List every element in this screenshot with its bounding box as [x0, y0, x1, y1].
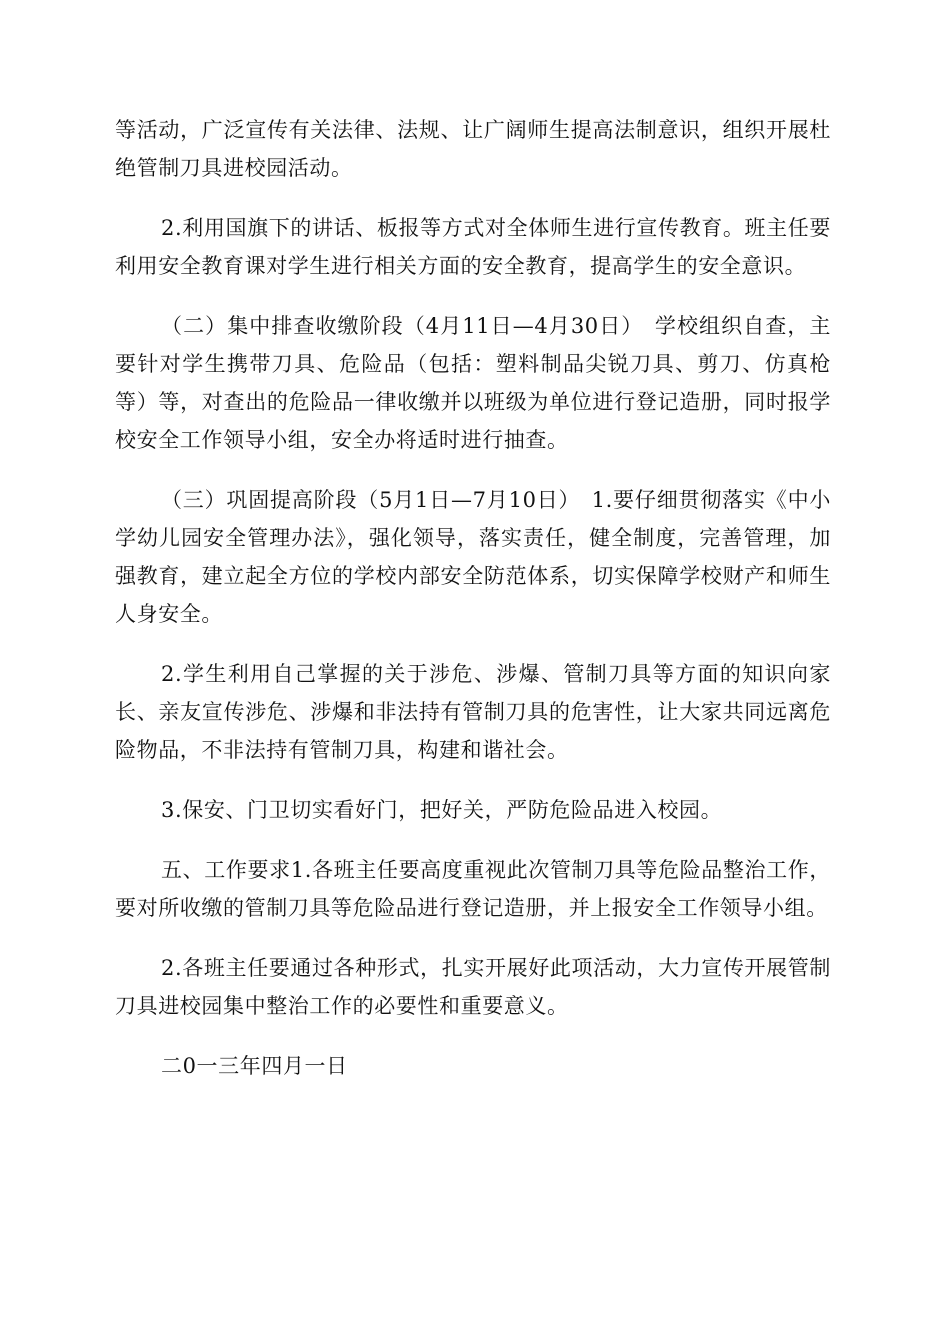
paragraph-2: 2.利用国旗下的讲话、板报等方式对全体师生进行宣传教育。班主任要利用安全教育课对学生进行相关方面的安全教育，提高学生的安全意识。: [115, 216, 831, 278]
paragraph-6: 3.保安、门卫切实看好门，把好关，严防危险品进入校园。: [161, 798, 723, 822]
document-body: [115, 111, 831, 1107]
paragraph-1: 等活动，广泛宣传有关法律、法规、让广阔师生提高法制意识，组织开展杜绝管制刀具进校园活动。: [115, 118, 831, 180]
paragraph-5: 2.学生利用自己掌握的关于涉危、涉爆、管制刀具等方面的知识向家长、亲友宣传涉危、涉爆和非法持有管制刀具的危害性，让大家共同远离危险物品，不非法持有管制刀具，构建和谐社会。: [115, 662, 831, 762]
paragraph-8: 2.各班主任要通过各种形式，扎实开展好此项活动，大力宣传开展管制刀具进校园集中整治工作的必要性和重要意义。: [115, 956, 831, 1018]
paragraph-7: 五、工作要求1.各班主任要高度重视此次管制刀具等危险品整治工作，要对所收缴的管制刀具等危险品进行登记造册，并上报安全工作领导小组。: [115, 858, 831, 920]
date-line: 二0一三年四月一日: [161, 1054, 348, 1078]
paragraph-4: （三）巩固提高阶段（5月1日—7月10日） 1.要仔细贯彻落实《中小学幼儿园安全管理办法》，强化领导，落实责任，健全制度，完善管理，加强教育，建立起全方位的学校内部安全防范体系，切实保障学校财产和师生人身安全。: [115, 488, 831, 626]
paragraph-3: （二）集中排查收缴阶段（4月11日—4月30日） 学校组织自查，主要针对学生携带刀具、危险品（包括：塑料制品尖锐刀具、剪刀、仿真枪等）等，对查出的危险品一律收缴并以班级为单位进行登记造册，同时报学校安全工作领导小组，安全办将适时进行抽查。: [115, 314, 831, 452]
